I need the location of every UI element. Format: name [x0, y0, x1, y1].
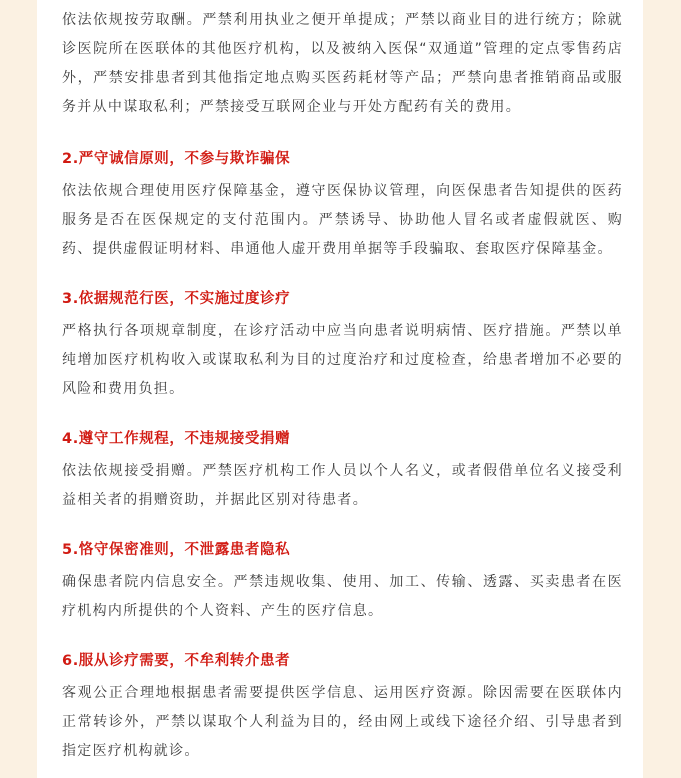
section-6-heading: 6.服从诊疗需要，不牟利转介患者 — [62, 653, 291, 669]
section-4-body: 依法依规接受捐赠。严禁医疗机构工作人员以个人名义，或者假借单位名义接受利益相关者的捐赠资助，并据此区别对待患者。 — [62, 463, 623, 508]
section-2-body: 依法依规合理使用医疗保障基金，遵守医保协议管理，向医保患者告知提供的医药服务是否在医保规定的支付范围内。严禁诱导、协助他人冒名或者虚假就医、购药、提供虚假证明材料、串通他人虚开费用单据等手段骗取、套取医疗保障基金。 — [62, 183, 623, 257]
section-6-body: 客观公正合理地根据患者需要提供医学信息、运用医疗资源。除因需要在医联体内正常转诊外，严禁以谋取个人利益为目的，经由网上或线下途径介绍、引导患者到指定医疗机构就诊。 — [62, 685, 623, 759]
section-5-heading: 5.恪守保密准则，不泄露患者隐私 — [62, 542, 291, 558]
article-content — [37, 0, 643, 778]
section-3-body: 严格执行各项规章制度，在诊疗活动中应当向患者说明病情、医疗措施。严禁以单纯增加医疗机构收入或谋取私利为目的过度治疗和过度检查，给患者增加不必要的风险和费用负担。 — [62, 323, 623, 397]
section-4-heading: 4.遵守工作规程，不违规接受捐赠 — [62, 431, 291, 447]
section-3-heading: 3.依据规范行医，不实施过度诊疗 — [62, 291, 291, 307]
intro-paragraph: 依法依规按劳取酬。严禁利用执业之便开单提成；严禁以商业目的进行统方；除就诊医院所在医联体的其他医疗机构，以及被纳入医保“双通道”管理的定点零售药店外，严禁安排患者到其他指定地点购买医药耗材等产品；严禁向患者推销商品或服务并从中谋取私利；严禁接受互联网企业与开处方配药有关的费用。 — [62, 12, 623, 115]
section-5-body: 确保患者院内信息安全。严禁违规收集、使用、加工、传输、透露、买卖患者在医疗机构内所提供的个人资料、产生的医疗信息。 — [62, 574, 623, 619]
section-2-heading: 2.严守诚信原则，不参与欺诈骗保 — [62, 151, 291, 167]
